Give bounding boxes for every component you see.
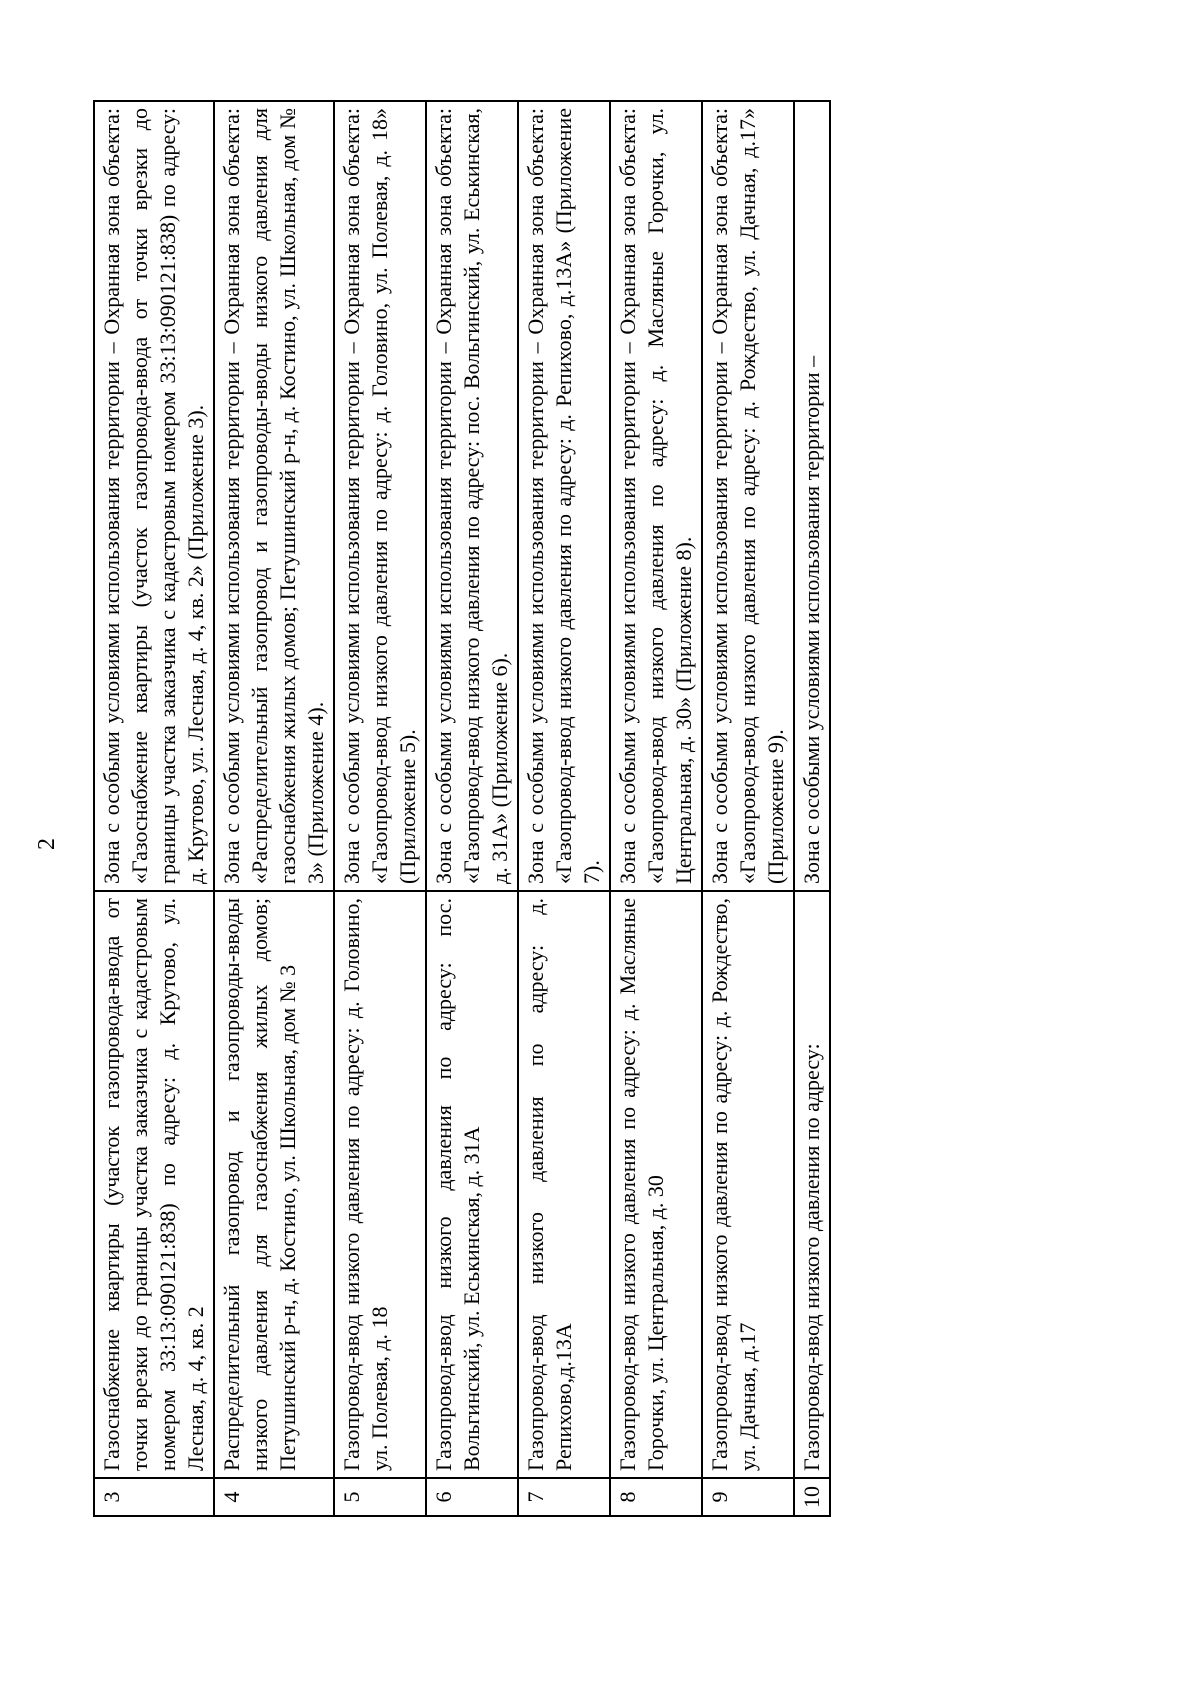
document-table-rotated <box>93 102 1155 1517</box>
page-number: 2 <box>34 838 60 850</box>
row-number: 8 <box>610 1478 702 1516</box>
object-cell: Газопровод-ввод низкого давления по адресу: д. Рождество, ул. Дачная, д.17 <box>702 891 794 1478</box>
table-row <box>794 101 830 1516</box>
zone-cell: Зона с особыми условиями использования территории – Охранная зона объекта: «Распределительный газопровод и газопроводы-вводы низкого давления для газоснабжения жилых домов; Петушинский р-н, д. Костино, ул. Школьная, дом № 3» (Приложение 4). <box>214 101 334 891</box>
object-cell: Распределительный газопровод и газопроводы-вводы низкого давления для газоснабжения жилых домов; Петушинский р-н, д. Костино, ул. Школьная, дом № 3 <box>214 891 334 1478</box>
table-row <box>702 101 794 1516</box>
object-cell: Газопровод-ввод низкого давления по адресу: д. Головино, ул. Полевая, д. 18 <box>334 891 426 1478</box>
table-row <box>426 101 518 1516</box>
table-row <box>94 101 214 1516</box>
object-cell: Газопровод-ввод низкого давления по адресу: д. Репихово,д.13А <box>518 891 610 1478</box>
object-cell: Газопровод-ввод низкого давления по адресу: <box>794 891 830 1478</box>
table-row <box>610 101 702 1516</box>
row-number: 3 <box>94 1478 214 1516</box>
table-row <box>518 101 610 1516</box>
table-row <box>334 101 426 1516</box>
row-number: 10 <box>794 1478 830 1516</box>
row-number: 7 <box>518 1478 610 1516</box>
object-cell: Газопровод-ввод низкого давления по адресу: д. Масляные Горочки, ул. Центральная, д. 30 <box>610 891 702 1478</box>
object-cell: Газопровод-ввод низкого давления по адресу: пос. Вольгинский, ул. Еськинская, д. 31А <box>426 891 518 1478</box>
zone-cell: Зона с особыми условиями использования территории – Охранная зона объекта: «Газопровод-ввод низкого давления по адресу: д. Головино, ул. Полевая, д. 18» (Приложение 5). <box>334 101 426 891</box>
zone-cell: Зона с особыми условиями использования территории – Охранная зона объекта: «Газопровод-ввод низкого давления по адресу: пос. Вольгинский, ул. Еськинская, д. 31А» (Приложение 6). <box>426 101 518 891</box>
zones-table <box>93 100 831 1517</box>
zone-cell: Зона с особыми условиями использования территории – Охранная зона объекта: «Газопровод-ввод низкого давления по адресу: д. Рождество, ул. Дачная, д.17» (Приложение 9). <box>702 101 794 891</box>
zone-cell: Зона с особыми условиями использования территории – Охранная зона объекта: «Газопровод-ввод низкого давления по адресу: д. Масляные Горочки, ул. Центральная, д. 30» (Приложение 8). <box>610 101 702 891</box>
row-number: 5 <box>334 1478 426 1516</box>
zone-cell: Зона с особыми условиями использования территории – Охранная зона объекта: «Газопровод-ввод низкого давления по адресу: д. Репихово, д.13А» (Приложение 7). <box>518 101 610 891</box>
zone-cell: Зона с особыми условиями использования территории – Охранная зона объекта: «Газоснабжение квартиры (участок газопровода-ввода от точки врезки до границы участка заказчика с кадастровым номером 33:13:090121:838) по адресу: д. Крутово, ул. Лесная, д. 4, кв. 2» (Приложение 3). <box>94 101 214 891</box>
row-number: 6 <box>426 1478 518 1516</box>
row-number: 4 <box>214 1478 334 1516</box>
object-cell: Газоснабжение квартиры (участок газопровода-ввода от точки врезки до границы участка заказчика с кадастровым номером 33:13:090121:838) по адресу: д. Крутово, ул. Лесная, д. 4, кв. 2 <box>94 891 214 1478</box>
zone-cell: Зона с особыми условиями использования территории – <box>794 101 830 891</box>
row-number: 9 <box>702 1478 794 1516</box>
table-row <box>214 101 334 1516</box>
